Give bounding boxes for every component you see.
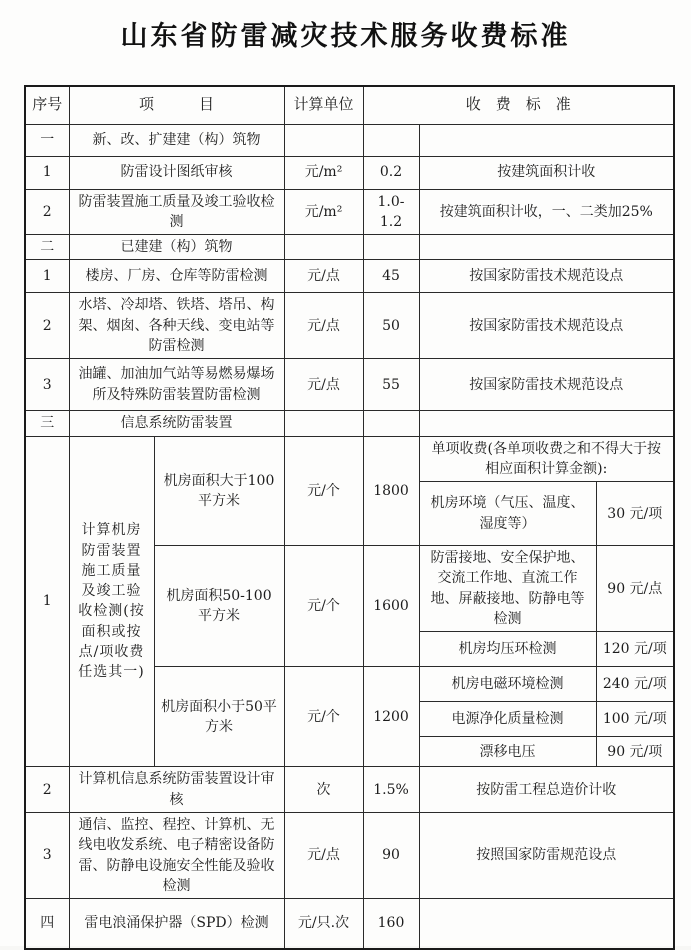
fee-detail-price: 120 元/项 [596, 632, 674, 667]
value-cell: 50 [363, 293, 419, 359]
fee-detail-label: 机房电磁环境检测 [419, 667, 596, 702]
fee-detail-label: 机房均压环检测 [419, 632, 596, 667]
header-unit: 计算单位 [284, 86, 363, 124]
table-row [25, 156, 674, 189]
unit-cell: 元/点 [284, 359, 363, 411]
note-cell: 按建筑面积计收，一、二类加25% [419, 189, 674, 235]
note-cell: 按国家防雷技术规范设点 [419, 293, 674, 359]
fee-detail-price: 30 元/项 [596, 482, 674, 546]
value-cell: 1200 [363, 667, 419, 767]
unit-cell [284, 411, 363, 436]
note-cell [419, 235, 674, 260]
note-cell: 按国家防雷技术规范设点 [419, 260, 674, 293]
note-cell: 按照国家防雷规范设点 [419, 812, 674, 898]
item-cell: 雷电浪涌保护器（SPD）检测 [69, 899, 284, 949]
value-cell: 1600 [363, 546, 419, 667]
fee-detail-label: 防雷接地、安全保护地、交流工作地、直流工作地、屏蔽接地、防静电等检测 [419, 546, 596, 632]
block-description-cell: 计算机房防雷装置施工质量及竣工验收检测(按面积或按点/项收费任选其一) [69, 436, 154, 767]
note-cell: 按建筑面积计收 [419, 156, 674, 189]
table-row [25, 260, 674, 293]
item-cell: 楼房、厂房、仓库等防雷检测 [69, 260, 284, 293]
header-item: 项 目 [69, 86, 284, 124]
serial-cell: 2 [25, 767, 69, 813]
header-fee: 收 费 标 准 [363, 86, 674, 124]
value-cell: 160 [363, 899, 419, 949]
item-cell: 通信、监控、程控、计算机、无线电收发系统、电子精密设备防雷、防静电设施安全性能及验收检测 [69, 812, 284, 898]
serial-cell: 3 [25, 359, 69, 411]
unit-cell: 元/点 [284, 812, 363, 898]
fee-standard-table [24, 85, 675, 950]
table-row [25, 293, 674, 359]
value-cell [363, 411, 419, 436]
subitem-cell: 机房面积小于50平方米 [154, 667, 284, 767]
serial-cell: 2 [25, 293, 69, 359]
item-cell: 油罐、加油加气站等易燃易爆场所及特殊防雷装置防雷检测 [69, 359, 284, 411]
serial-cell: 一 [25, 124, 69, 156]
table-row [25, 767, 674, 813]
unit-cell: 元/点 [284, 293, 363, 359]
serial-cell: 四 [25, 899, 69, 949]
value-cell: 0.2 [363, 156, 419, 189]
serial-cell: 1 [25, 156, 69, 189]
fee-detail-label: 电源净化质量检测 [419, 702, 596, 737]
section-row-3 [25, 411, 674, 436]
serial-cell: 1 [25, 436, 69, 767]
section-row-1 [25, 124, 674, 156]
note-cell [419, 124, 674, 156]
unit-cell [284, 235, 363, 260]
table-row [25, 189, 674, 235]
table-header-row [25, 86, 674, 124]
serial-cell: 2 [25, 189, 69, 235]
fee-detail-label: 漂移电压 [419, 737, 596, 767]
unit-cell: 元/个 [284, 546, 363, 667]
unit-cell [284, 124, 363, 156]
fee-detail-header-cell: 单项收费(各单项收费之和不得大于按相应面积计算金额): [419, 436, 674, 482]
subitem-cell: 机房面积大于100平方米 [154, 436, 284, 546]
fee-detail-label: 机房环境（气压、温度、湿度等） [419, 482, 596, 546]
note-cell [419, 899, 674, 949]
unit-cell: 元/只.次 [284, 899, 363, 949]
value-cell: 1.0-1.2 [363, 189, 419, 235]
value-cell: 90 [363, 812, 419, 898]
subitem-cell: 机房面积50-100平方米 [154, 546, 284, 667]
unit-cell: 元/个 [284, 436, 363, 546]
unit-cell: 次 [284, 767, 363, 813]
unit-cell: 元/个 [284, 667, 363, 767]
table-row [25, 359, 674, 411]
serial-cell: 1 [25, 260, 69, 293]
fee-detail-price: 100 元/项 [596, 702, 674, 737]
fee-detail-price: 90 元/项 [596, 737, 674, 767]
fee-detail-price: 240 元/项 [596, 667, 674, 702]
page-title: 山东省防雷减灾技术服务收费标准 [120, 21, 571, 52]
unit-cell: 元/m² [284, 156, 363, 189]
serial-cell: 三 [25, 411, 69, 436]
item-cell: 水塔、冷却塔、铁塔、塔吊、构架、烟囱、各种天线、变电站等防雷检测 [69, 293, 284, 359]
table-row [25, 812, 674, 898]
machine-room-block-row [25, 436, 674, 482]
serial-cell: 二 [25, 235, 69, 260]
unit-cell: 元/点 [284, 260, 363, 293]
fee-detail-price: 90 元/点 [596, 546, 674, 632]
item-cell: 新、改、扩建建（构）筑物 [69, 124, 284, 156]
item-cell: 计算机信息系统防雷装置设计审核 [69, 767, 284, 813]
note-cell: 按国家防雷技术规范设点 [419, 359, 674, 411]
unit-cell: 元/m² [284, 189, 363, 235]
value-cell: 1.5% [363, 767, 419, 813]
value-cell: 1800 [363, 436, 419, 546]
value-cell [363, 124, 419, 156]
item-cell: 信息系统防雷装置 [69, 411, 284, 436]
value-cell: 45 [363, 260, 419, 293]
item-cell: 已建建（构）筑物 [69, 235, 284, 260]
value-cell [363, 235, 419, 260]
item-cell: 防雷设计图纸审核 [69, 156, 284, 189]
section-row-2 [25, 235, 674, 260]
header-serial: 序号 [25, 86, 69, 124]
note-cell: 按防雷工程总造价计收 [419, 767, 674, 813]
value-cell: 55 [363, 359, 419, 411]
serial-cell: 3 [25, 812, 69, 898]
note-cell [419, 411, 674, 436]
item-cell: 防雷装置施工质量及竣工验收检测 [69, 189, 284, 235]
section-row-4 [25, 899, 674, 949]
